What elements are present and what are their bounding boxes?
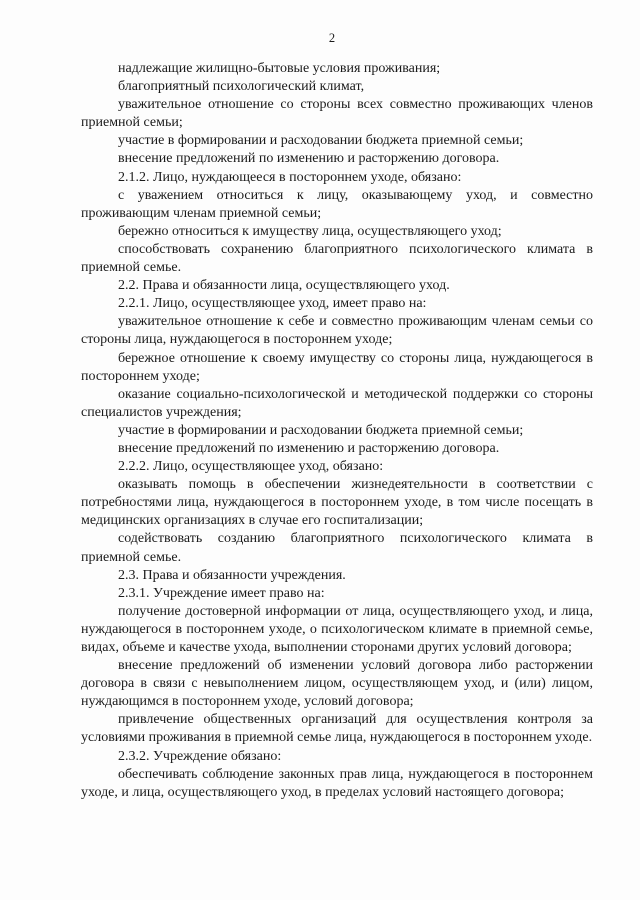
paragraph: оказание социально-психологической и методической поддержки со стороны специалистов учреждения; bbox=[81, 386, 593, 420]
paragraph: 2.1.2. Лицо, нуждающееся в постороннем уходе, обязано: bbox=[118, 169, 462, 185]
paragraph: 2.3.1. Учреждение имеет право на: bbox=[118, 585, 325, 601]
paragraph: 2.2.2. Лицо, осуществляющее уход, обязано: bbox=[118, 459, 384, 475]
paragraph: внесение предложений по изменению и расторжению договора. bbox=[118, 440, 500, 456]
document-body bbox=[81, 60, 593, 802]
paragraph: внесение предложений об изменении условий договора либо расторжении договора в связи с невыполнением лицом, осуществляющем уход, и (или) лицом, нуждающимся в постороннем уходе, условий договора; bbox=[81, 658, 593, 710]
paragraph: уважительное отношение к себе и совместно проживающим членам семьи со стороны лица, нуждающегося в постороннем уходе; bbox=[81, 314, 593, 348]
paragraph: получение достоверной информации от лица, осуществляющего уход, и лица, нуждающегося в постороннем уходе, о психологическом климате в приемной семье, видах, объеме и качестве ухода, выполнении сторонами других условий договора; bbox=[81, 603, 593, 655]
page-number: 2 bbox=[328, 31, 336, 45]
paragraph: 2.3. Права и обязанности учреждения. bbox=[118, 567, 346, 583]
paragraph: бережно относиться к имуществу лица, осуществляющего уход; bbox=[118, 223, 502, 239]
paragraph: обеспечивать соблюдение законных прав лица, нуждающегося в постороннем уходе, и лица, осуществляющего уход, в пределах условий настоящего договора; bbox=[81, 766, 593, 800]
paragraph: 2.2. Права и обязанности лица, осуществляющего уход. bbox=[118, 278, 450, 294]
paragraph: участие в формировании и расходовании бюджета приемной семьи; bbox=[118, 422, 524, 438]
paragraph: благоприятный психологический климат, bbox=[118, 79, 365, 95]
paragraph: внесение предложений по изменению и расторжению договора. bbox=[118, 151, 500, 167]
paragraph: уважительное отношение со стороны всех совместно проживающих членов приемной семьи; bbox=[81, 97, 593, 131]
paragraph: надлежащие жилищно-бытовые условия проживания; bbox=[118, 61, 441, 76]
paragraph: оказывать помощь в обеспечении жизнедеятельности в соответствии с потребностями лица, нуждающегося в постороннем уходе, в том числе посещать в медицинских организациях в случае его госпитализации; bbox=[81, 477, 593, 529]
paragraph: с уважением относиться к лицу, оказывающему уход, и совместно проживающим членам приемной семьи; bbox=[81, 187, 593, 221]
paragraph: участие в формировании и расходовании бюджета приемной семьи; bbox=[118, 133, 524, 149]
paragraph: привлечение общественных организаций для осуществления контроля за условиями проживания в приемной семье лица, нуждающегося в постороннем уходе. bbox=[81, 712, 593, 746]
paragraph: способствовать сохранению благоприятного психологического климата в приемной семье. bbox=[81, 241, 593, 276]
paragraph: содействовать созданию благоприятного психологического климата в приемной семье. bbox=[81, 531, 593, 565]
paragraph: 2.3.2. Учреждение обязано: bbox=[118, 748, 282, 764]
paragraph: бережное отношение к своему имуществу со стороны лица, нуждающегося в постороннем уходе; bbox=[81, 350, 593, 384]
paragraph: 2.2.1. Лицо, осуществляющее уход, имеет право на: bbox=[118, 296, 427, 312]
